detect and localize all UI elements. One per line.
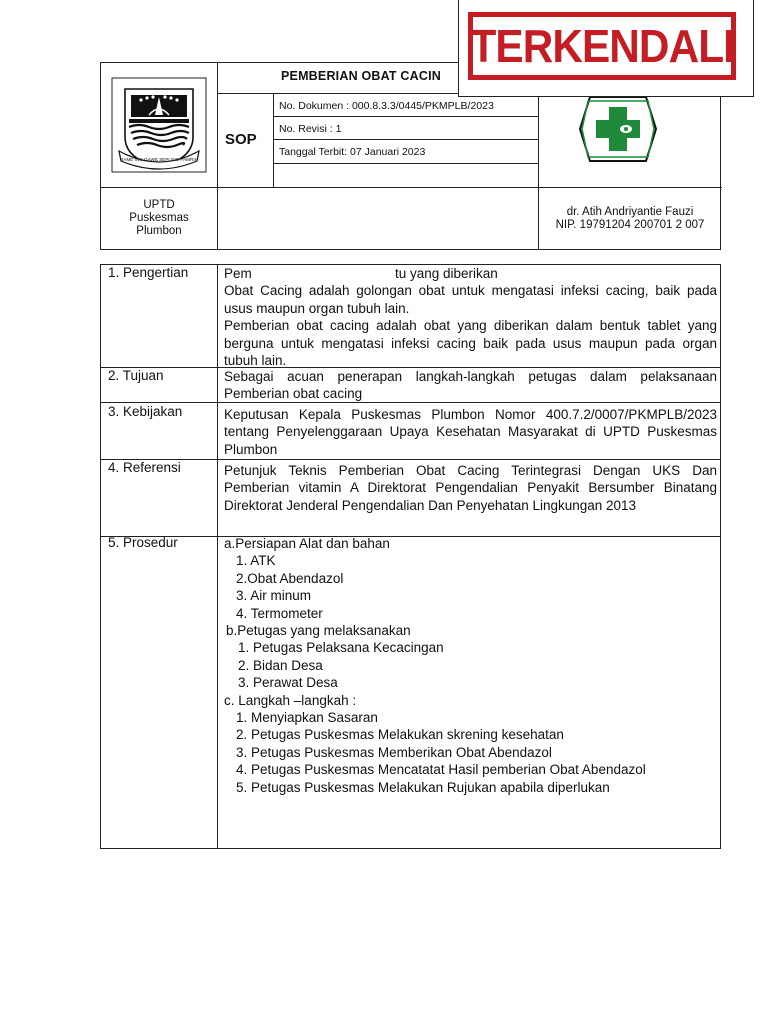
prosedur-b-item: 2. Bidan Desa xyxy=(238,657,323,673)
prosedur-c-item: 4. Petugas Puskesmas Mencatatat Hasil pemberian Obat Abendazol xyxy=(236,762,646,778)
content-kebijakan: Keputusan Kepala Puskesmas Plumbon Nomor 400.7.2/0007/PKMPLB/2023 tentang Penyelenggaraan Upaya Kesehatan Masyarakat di UPTD Puskesmas Plumbon xyxy=(224,407,717,457)
prosedur-c-item: 3. Petugas Puskesmas Memberikan Obat Abendazol xyxy=(236,744,552,760)
sop-content-table xyxy=(100,264,721,849)
signer-nip: NIP. 19791204 200701 2 007 xyxy=(555,219,705,231)
regional-emblem-logo xyxy=(111,77,207,173)
pengertian-line1-end: tu yang diberikan xyxy=(395,266,498,281)
label-tujuan: 2. Tujuan xyxy=(108,368,164,383)
prosedur-a-item: 4. Termometer xyxy=(236,605,323,621)
prosedur-c-item: 2. Petugas Puskesmas Melakukan skrening kesehatan xyxy=(236,727,564,743)
label-referensi: 4. Referensi xyxy=(108,460,181,475)
signer-name: dr. Atih Andriyantie Fauzi xyxy=(566,206,694,218)
content-tujuan: Sebagai acuan penerapan langkah-langkah petugas dalam pelaksanaan Pemberian obat cacing xyxy=(224,369,717,402)
prosedur-b-item: 3. Perawat Desa xyxy=(238,675,338,691)
document-title: PEMBERIAN OBAT CACIN xyxy=(281,69,442,83)
label-pengertian: 1. Pengertian xyxy=(108,265,189,280)
prosedur-c-item: 5. Petugas Puskesmas Melakukan Rujukan apabila diperlukan xyxy=(236,779,610,795)
prosedur-b-item: 1. Petugas Pelaksana Kecacingan xyxy=(238,640,444,656)
revision-number: No. Revisi : 1 xyxy=(279,123,342,135)
label-kebijakan: 3. Kebijakan xyxy=(108,404,183,419)
content-prosedur xyxy=(224,535,717,796)
document-number: No. Dokumen : 000.8.3.3/0445/PKMPLB/2023 xyxy=(279,100,494,112)
content-referensi: Petunjuk Teknis Pemberian Obat Cacing Terintegrasi Dengan UKS Dan Pemberian vitamin A Direktorat Pengendalian Penyakit Bersumber Binatang Direktorat Jenderal Pengendalian Dan Penyehatan Lingkungan 2013 xyxy=(224,463,717,513)
issue-date: Tanggal Terbit: 07 Januari 2023 xyxy=(279,146,426,158)
pengertian-line1-start: Pem xyxy=(224,266,252,281)
label-prosedur: 5. Prosedur xyxy=(108,535,178,550)
sop-label: SOP xyxy=(225,131,257,148)
prosedur-b-title: b.Petugas yang melaksanakan xyxy=(226,623,411,639)
puskesmas-logo xyxy=(576,93,660,165)
prosedur-a-item: 1. ATK xyxy=(236,553,276,569)
prosedur-a-item: 3. Air minum xyxy=(236,588,312,604)
prosedur-c-item: 1. Menyiapkan Sasaran xyxy=(236,710,378,726)
pengertian-paragraph-2: Pemberian obat cacing adalah obat yang diberikan dalam bentuk tablet yang berguna untuk mengatasi infeksi cacing baik pada usus maupun pada organ tubuh lain. xyxy=(224,318,717,369)
prosedur-a-item: 2.Obat Abendazol xyxy=(236,570,344,586)
stamp-text: TERKENDALI xyxy=(470,20,734,72)
pengertian-paragraph-1: Obat Cacing adalah golongan obat untuk mengatasi infeksi cacing, baik pada usus maupun organ tubuh lain. xyxy=(224,283,717,316)
controlled-stamp xyxy=(468,12,736,80)
logo-motto: RAME ING GAWE SEPI ING PAMRIH xyxy=(120,157,198,162)
unit-name: UPTD Puskesmas Plumbon xyxy=(129,199,189,237)
content-pengertian xyxy=(224,265,717,369)
prosedur-c-title: c. Langkah –langkah : xyxy=(224,692,357,708)
prosedur-a-title: a.Persiapan Alat dan bahan xyxy=(224,536,390,551)
signer-block xyxy=(538,206,722,232)
